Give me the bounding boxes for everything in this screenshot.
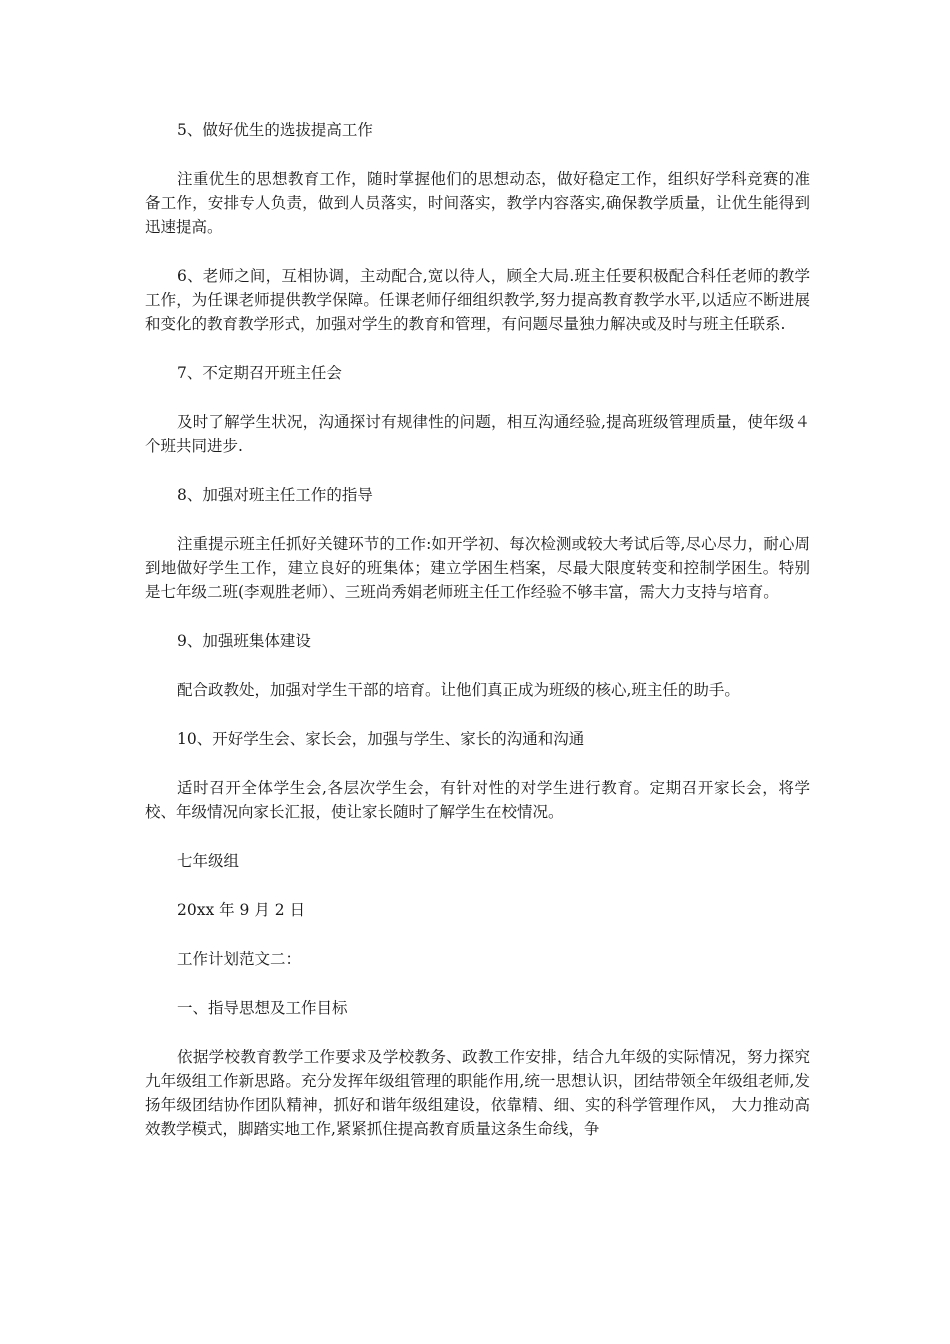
paragraph-class-building: 配合政教处，加强对学生干部的培育。让他们真正成为班级的核心,班主任的助手。 [177, 681, 740, 699]
section-heading-10: 10、开好学生会、家长会，加强与学生、家长的沟通和沟通 [177, 730, 585, 748]
paragraph-class-meetings: 及时了解学生状况，沟通探讨有规律性的问题，相互沟通经验,提高班级管理质量，使年级４个班共同进步. [145, 413, 810, 455]
document-page [145, 118, 810, 1166]
signature-group: 七年级组 [177, 852, 240, 870]
sample-title-two: 工作计划范文二： [177, 950, 302, 968]
section-heading-7: 7、不定期召开班主任会 [177, 364, 342, 382]
section-heading-5: 5、做好优生的选拔提高工作 [177, 121, 373, 139]
paragraph-top-students: 注重优生的思想教育工作，随时掌握他们的思想动态，做好稳定工作，组织好学科竞赛的准备工作，安排专人负责，做到人员落实，时间落实，教学内容落实,确保教学质量，让优生能得到迅速提高。 [145, 170, 810, 236]
section-heading-8: 8、加强对班主任工作的指导 [177, 486, 373, 504]
paragraph-6-teacher-coordination: 6、老师之间，互相协调，主动配合,宽以待人，顾全大局.班主任要积极配合科任老师的教学工作，为任课老师提供教学保障。任课老师仔细组织教学,努力提高教育教学水平,以适应不断进展和变化的教育教学形式，加强对学生的教育和管理，有问题尽量独力解决或及时与班主任联系. [145, 267, 810, 333]
section-heading-9: 9、加强班集体建设 [177, 632, 311, 650]
paragraph-teacher-guidance: 注重提示班主任抓好关键环节的工作:如开学初、每次检测或较大考试后等,尽心尽力，耐心周到地做好学生工作，建立良好的班集体；建立学困生档案，尽最大限度转变和控制学困生。特别是七年级二班(李观胜老师）、三班尚秀娟老师班主任工作经验不够丰富，需大力支持与培育。 [145, 535, 810, 601]
paragraph-guiding-ideas: 依据学校教育教学工作要求及学校教务、政教工作安排，结合九年级的实际情况，努力探究九年级组工作新思路。充分发挥年级组管理的职能作用,统一思想认识，团结带领全年级组老师,发扬年级团结协作团队精神，抓好和谐年级组建设，依靠精、细、实的科学管理作风， 大力推动高效教学模式，脚踏实地工作,紧紧抓住提高教育质量这条生命线，争 [145, 1048, 810, 1138]
paragraph-parent-meetings: 适时召开全体学生会,各层次学生会，有针对性的对学生进行教育。定期召开家长会，将学校、年级情况向家长汇报，使让家长随时了解学生在校情况。 [145, 779, 810, 821]
signature-date: 20xx 年 9 月 2 日 [177, 901, 306, 919]
section-heading-guiding-ideas: 一、指导思想及工作目标 [177, 999, 348, 1017]
